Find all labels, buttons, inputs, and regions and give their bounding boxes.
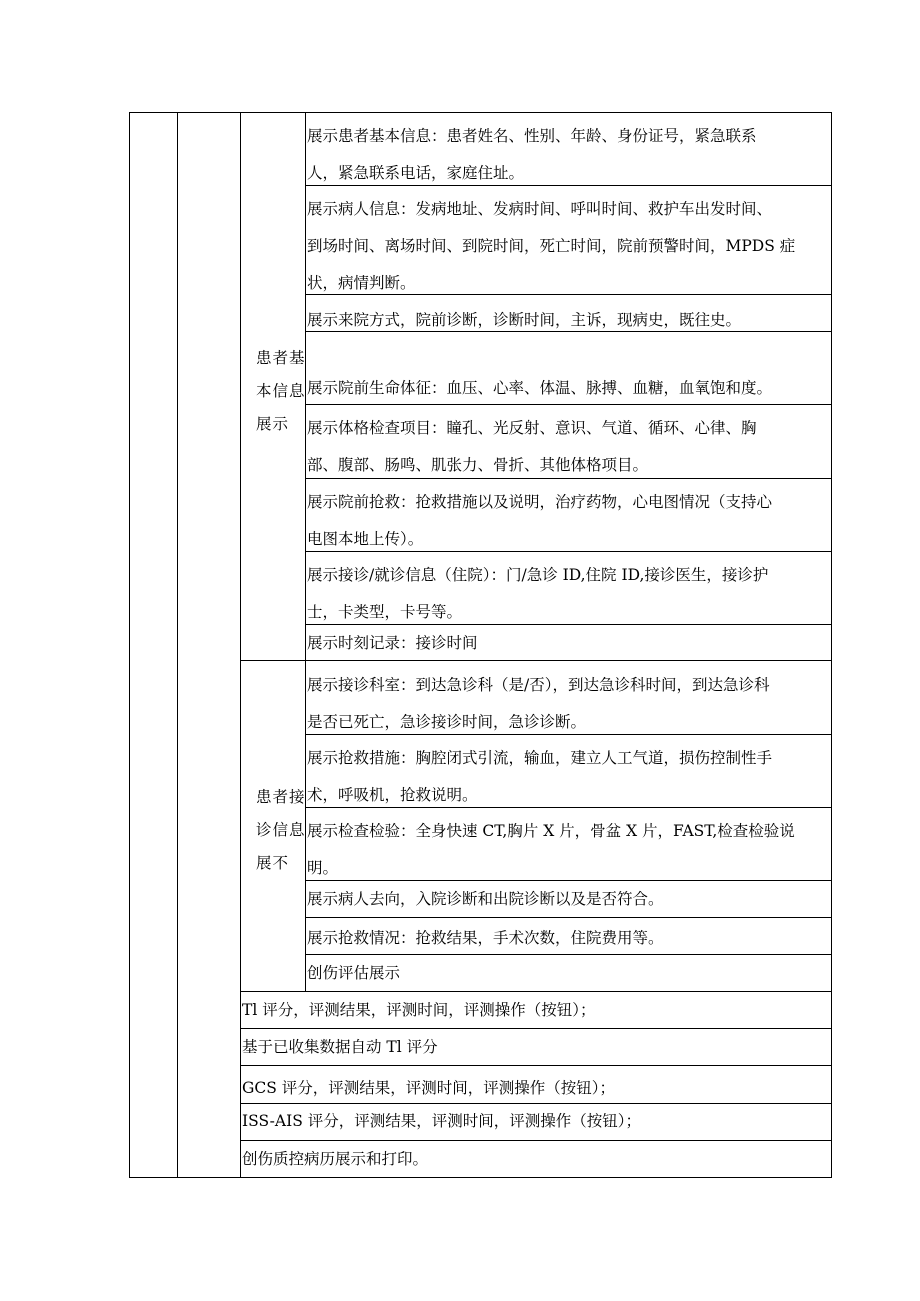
cell-line: 创伤评估展示 [307, 964, 401, 982]
cell-line: 术，呼吸机，抢救说明。 [307, 786, 478, 804]
table-row-cell [306, 881, 664, 918]
cell-line: 到场时间、离场时间、到院时间，死亡时间，院前预警时间，MPDS 症 [307, 237, 796, 255]
group1-label-line: 展示 [256, 415, 290, 433]
table-row-cell [306, 191, 795, 302]
table-row-cell [306, 625, 478, 662]
table-row-cell [241, 1070, 615, 1107]
cell-line: 是否已死亡，急诊接诊时间，急诊诊断。 [307, 713, 587, 731]
row-divider [305, 551, 832, 552]
cell-line: 展示院前生命体征：血压、心率、体温、脉搏、血糖，血氧饱和度。 [307, 379, 773, 397]
table-row-cell [306, 410, 757, 484]
cell-line: 展示病人去向，入院诊断和出院诊断以及是否符合。 [307, 890, 664, 908]
group1-label-line: 本信息 [256, 382, 306, 400]
cell-line: 展示抢救情况：抢救结果，手术次数，住院费用等。 [307, 929, 664, 947]
cell-line: GCS 评分，评测结果，评测时间，评测操作（按钮）； [242, 1079, 616, 1097]
table-row-cell [306, 955, 400, 992]
cell-line: 部、腹部、肠鸣、肌张力、骨折、其他体格项目。 [307, 456, 649, 474]
group2-label-line: 诊信息 [256, 821, 306, 839]
row-divider [305, 734, 832, 735]
table-row-cell [241, 1141, 428, 1178]
table-row-cell [306, 813, 795, 887]
row-divider [305, 404, 832, 405]
table-row-cell [306, 302, 741, 339]
table-row-cell [306, 118, 757, 192]
cell-line: 展示病人信息：发病地址、发病时间、呼叫时间、救护车出发时间、 [307, 200, 773, 218]
row-divider [305, 478, 832, 479]
table-row-cell [306, 667, 769, 741]
row-divider [305, 807, 832, 808]
row-divider [305, 331, 832, 332]
table-row-cell [306, 370, 772, 407]
cell-line: ISS-AIS 评分，评测结果，评测时间，评测操作（按钮）； [242, 1112, 642, 1130]
cell-line: 电图本地上传）。 [307, 530, 424, 548]
cell-line: 展示接诊/就诊信息（住院）：门/急诊 ID,住院 ID,接诊医生，接诊护 [307, 566, 769, 584]
cell-line: 士，卡类型，卡号等。 [307, 603, 463, 621]
cell-line: 展示体格检查项目：瞳孔、光反射、意识、气道、循环、心律、胸 [307, 419, 757, 437]
cell-line: 展示来院方式，院前诊断，诊断时间，主诉，现病史，既往史。 [307, 311, 742, 329]
cell-line: 展示患者基本信息：患者姓名、性别、年龄、身份证号，紧急联系 [307, 127, 757, 145]
table-row-cell [306, 484, 772, 558]
group-divider [240, 660, 832, 661]
cell-line: 展示检查检验：全身快速 CT,胸片 X 片，骨盆 X 片，FAST,检查检验说 [307, 822, 795, 840]
cell-line: 展示接诊科室：到达急诊科（是/否），到达急诊科时间，到达急诊科 [307, 676, 770, 694]
table-row-cell [306, 740, 772, 814]
group2-label-line: 患者接 [256, 788, 306, 806]
row-divider [305, 294, 832, 295]
group2-label [256, 781, 306, 880]
table-row-cell [241, 1029, 438, 1066]
row-divider [240, 1065, 832, 1066]
group1-label [256, 342, 306, 441]
table-row-cell [241, 1103, 641, 1140]
cell-line: 创伤质控病历展示和打印。 [242, 1150, 429, 1168]
table-row-cell [241, 992, 595, 1029]
cell-line: 状，病情判断。 [307, 274, 416, 292]
group1-label-line: 患者基 [256, 349, 306, 367]
cell-line: 展示时刻记录：接诊时间 [307, 634, 478, 652]
cell-line: 展示院前抢救：抢救措施以及说明，治疗药物，心电图情况（支持心 [307, 493, 773, 511]
row-divider [305, 185, 832, 186]
row-divider [305, 917, 832, 918]
cell-line: 展示抢救措施：胸腔闭式引流，输血，建立人工气道，损伤控制性手 [307, 749, 773, 767]
cell-line: Tl 评分，评测结果，评测时间，评测操作（按钮）； [242, 1001, 596, 1019]
cell-line: 明。 [307, 859, 339, 877]
cell-line: 基于已收集数据自动 Tl 评分 [242, 1038, 438, 1056]
column-divider-1 [177, 112, 178, 1178]
table-row-cell [306, 557, 768, 631]
cell-line: 人，紧急联系电话，家庭住址。 [307, 164, 525, 182]
table-row-cell [306, 920, 664, 957]
group2-label-line: 展不 [256, 854, 290, 872]
